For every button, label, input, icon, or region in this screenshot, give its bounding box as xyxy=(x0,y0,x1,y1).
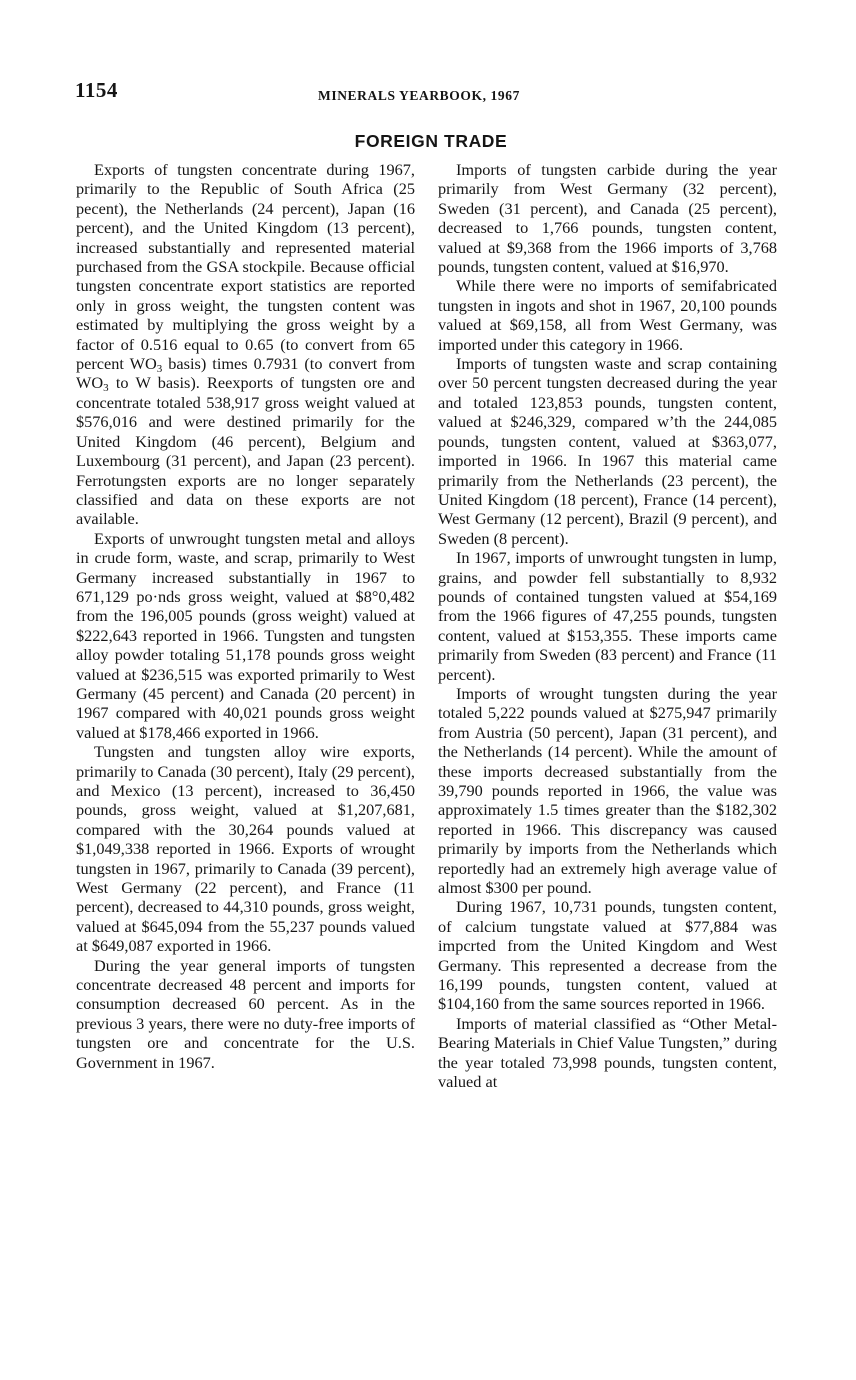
paragraph-tungsten-concentrate-exports: Exports of tungsten concentrate during 1967, primarily to the Republic of South Africa (25 pecent), the Netherlands (24 percent), Japan (16 percent), and the United Kingdom (13 percent), increased substantially and represented material purchased from the GSA stockpile. Because official tungsten concentrate export statistics are reported only in gross weight, the tungsten content was estimated by multiplying the gross weight by a factor of 0.516 equal to 0.65 (to convert from 65 percent $WO_3$ basis) times 0.7931 (to convert from $WO_3$ to W basis). Reexports of tungsten ore and concentrate totaled 538,917 gross weight valued at $576,016 and were destined primarily for the United Kingdom (46 percent), Belgium and Luxembourg (31 percent), and Japan (23 percent). Ferrotungsten exports are no longer separately classified and data on these exports are not available. xyxy=(76,160,415,529)
paragraph-unwrought-imports: In 1967, imports of unwrought tungsten in lump, grains, and powder fell substantially to 8,932 pounds of contained tungsten valued at $54,169 from the 1966 figures of 47,255 pounds, tungsten content, valued at $153,355. These imports came primarily from Sweden (83 percent) and France (11 percent). xyxy=(438,548,777,684)
running-head: MINERALS YEARBOOK, 1967 xyxy=(318,88,520,103)
left-column xyxy=(76,160,415,1072)
right-column xyxy=(438,160,777,1092)
paragraph-concentrate-imports: During the year general imports of tungsten concentrate decreased 48 percent and imports for consumption decreased 60 percent. As in the previous 3 years, there were no duty-free imports of tungsten ore and concentrate for the U.S. Government in 1967. xyxy=(76,955,415,1072)
page-number: 1154 xyxy=(75,78,118,102)
paragraph-waste-scrap-imports: Imports of tungsten waste and scrap containing over 50 percent tungsten decreased during the year and totaled 123,853 pounds, tungsten content, valued at $246,329, compared w’th the 244,085 pounds, tungsten content, valued at $363,077, imported in 1966. In 1967 this material came primarily from the Netherlands (23 percent), the United Kingdom (18 percent), France (14 percent), West Germany (12 percent), Brazil (9 percent), and Sweden (8 percent). xyxy=(438,354,777,548)
paragraph-calcium-tungstate-imports: During 1967, 10,731 pounds, tungsten content, of calcium tungstate valued at $77,884 was impcrted from the United Kingdom and West Germany. This represented a decrease from the 16,199 pounds, tungsten content, valued at $104,160 from the same sources reported in 1966. xyxy=(438,897,777,1014)
section-title: FOREIGN TRADE xyxy=(354,131,508,151)
paragraph-wrought-imports: Imports of wrought tungsten during the year totaled 5,222 pounds valued at $275,947 primarily from Austria (50 percent), Japan (31 percent), and the Netherlands (14 percent). While the amount of these imports decreased substantially from the 39,790 pounds reported in 1966, the value was approximately 1.5 times greater than the $182,302 reported in 1966. This discrepancy was caused primarily by imports from the Netherlands which reportedly had an extremely high average value of almost $300 per pound. xyxy=(438,683,777,898)
paragraph-semifabricated-imports: While there were no imports of semifabricated tungsten in ingots and shot in 1967, 20,100 pounds valued at $69,158, all from West Germany, was imported under this category in 1966. xyxy=(438,276,777,354)
paragraph-carbide-imports: Imports of tungsten carbide during the year primarily from West Germany (32 percent), Sweden (31 percent), and Canada (25 percent), decreased to 1,766 pounds, tungsten content, valued at $9,368 from the 1966 imports of 3,768 pounds, tungsten content, valued at $16,970. xyxy=(438,160,777,277)
paragraph-unwrought-metal-exports: Exports of unwrought tungsten metal and alloys in crude form, waste, and scrap, primarily to West Germany increased substantially in 1967 to 671,129 po·nds gross weight, valued at $8°0,482 from the 196,005 pounds (gross weight) valued at $222,643 reported in 1966. Tungsten and tungsten alloy powder totaling 51,178 pounds gross weight valued at $236,515 was exported primarily to West Germany (45 percent) and Canada (20 percent) in 1967 compared with 40,021 pounds gross weight valued at $178,466 exported in 1966. xyxy=(76,528,415,742)
paragraph-other-materials-imports: Imports of material classified as “Other Metal-Bearing Materials in Chief Value Tungsten,” during the year totaled 73,998 pounds, tungsten content, valued at xyxy=(438,1013,777,1092)
paragraph-wire-exports: Tungsten and tungsten alloy wire exports, primarily to Canada (30 percent), Italy (29 percent), and Mexico (13 percent), increased to 36,450 pounds, gross weight, valued at $1,207,681, compared with the 30,264 pounds valued at $1,049,338 reported in 1966. Exports of wrought tungsten in 1967, primarily to Canada (39 percent), West Germany (22 percent), and France (11 percent), decreased to 44,310 pounds, gross weight, valued at $645,094 from the 55,237 pounds valued at $649,087 exported in 1966. xyxy=(76,742,415,956)
